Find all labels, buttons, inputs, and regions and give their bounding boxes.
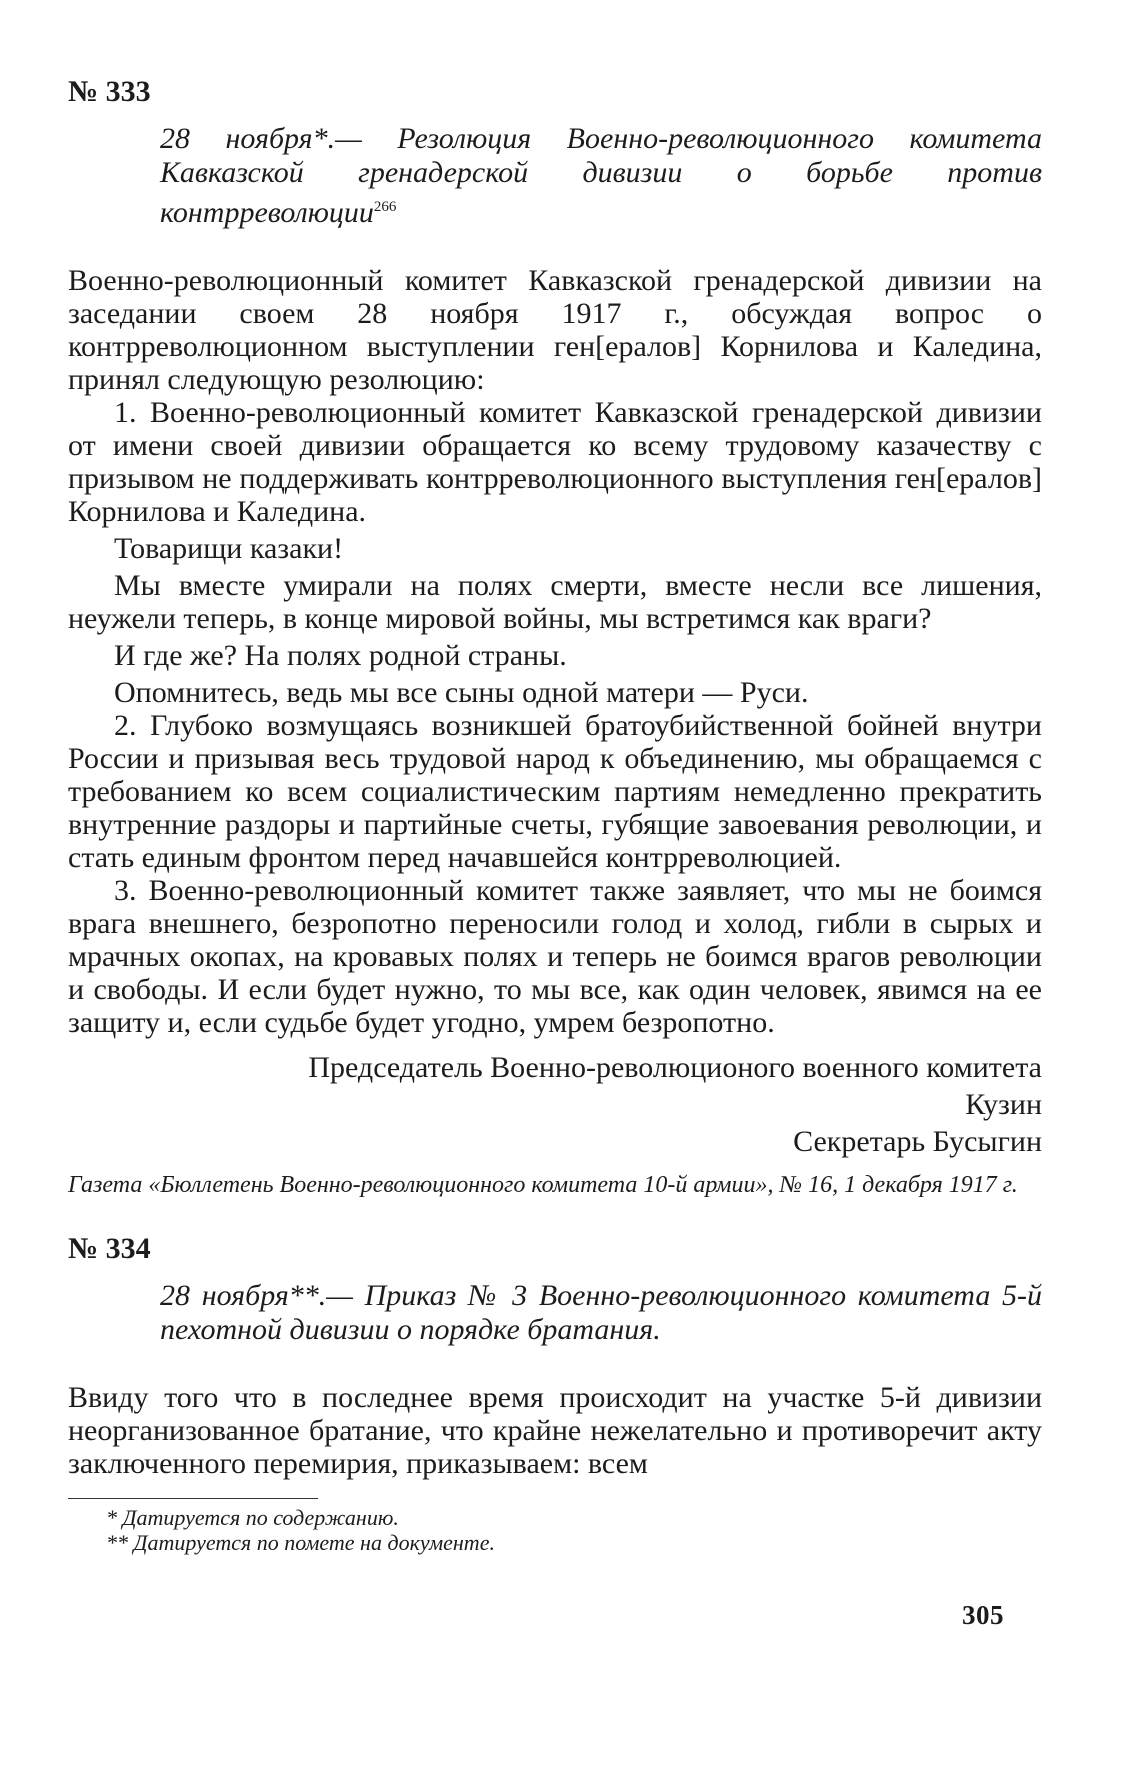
signature-secretary: Секретарь Бусыгин xyxy=(793,1125,1042,1158)
document-334-body xyxy=(68,1381,1042,1480)
document-334-heading: 28 ноября**.— Приказ № 3 Военно-революционного комитета 5-й пехотной дивизии о порядке братания. xyxy=(160,1279,1042,1346)
order-paragraph: Ввиду того что в последнее время происходит на участке 5-й дивизии неорганизованное братание, что крайне нежелательно и противоречит акту заключенного перемирия, приказываем: всем xyxy=(68,1381,1042,1480)
page-number: 305 xyxy=(962,1600,1004,1630)
appeal-greeting: Товарищи казаки! xyxy=(114,532,344,565)
document-333-heading-text: 28 ноября*.— Резолюция Военно-революционного комитета Кавказской гренадерской дивизии о борьбе против контрреволюции xyxy=(160,122,1042,229)
document-333-body xyxy=(68,264,1042,1039)
signature-block xyxy=(68,1049,1042,1160)
heading-note-ref: 266 xyxy=(373,199,397,215)
resolution-point-3: 3. Военно-революционный комитет также заявляет, что мы не боимся врага внешнего, безропотно переносили голод и холод, гибли в сырых и мрачных окопах, на кровавых полях и теперь не боимся врагов революции и свободы. И если будет нужно, то мы все, как один человек, явимся на ее защиту и, если судьбе будет угодно, умрем безропотно. xyxy=(68,874,1042,1039)
source-citation: Газета «Бюллетень Военно-революционного комитета 10-й армии», № 16, 1 декабря 1917 г. xyxy=(68,1172,1018,1198)
signature-chairman-name: Кузин xyxy=(965,1088,1042,1121)
footnote-divider xyxy=(68,1498,318,1499)
resolution-point-1: 1. Военно-революционный комитет Кавказской гренадерской дивизии от имени своей дивизии обращается ко всему трудовому казачеству с призывом не поддерживать контрреволюционного выступления ген[ералов] Корнилова и Каледина. xyxy=(68,396,1042,528)
appeal-paragraph-1: Мы вместе умирали на полях смерти, вместе несли все лишения, неужели теперь, в конце мировой войны, мы встретимся как враги? xyxy=(68,569,1042,635)
signature-chairman-title: Председатель Военно-революционого военного комитета xyxy=(308,1051,1042,1084)
document-number-334: № 334 xyxy=(68,1232,151,1265)
appeal-paragraph-3: Опомнитесь, ведь мы все сыны одной матери — Руси. xyxy=(114,676,809,709)
appeal-paragraph-2: И где же? На полях родной страны. xyxy=(114,639,567,672)
document-number-333: № 333 xyxy=(68,75,151,108)
intro-paragraph: Военно-революционный комитет Кавказской гренадерской дивизии на заседании своем 28 ноября 1917 г., обсуждая вопрос о контрреволюционном выступлении ген[ералов] Корнилова и Каледина, принял следующую резолюцию: xyxy=(68,264,1042,396)
resolution-point-2: 2. Глубоко возмущаясь возникшей братоубийственной бойней внутри России и призывая весь трудовой народ к объединению, мы обращаемся с требованием ко всем социалистическим партиям немедленно прекратить внутренние раздоры и партийные счеты, губящие завоевания революции, и стать единым фронтом перед начавшейся контрреволюцией. xyxy=(68,709,1042,874)
document-333-heading xyxy=(160,122,1042,230)
footnote-2: ** Датируется по помете на документе. xyxy=(106,1530,495,1555)
footnote-1: * Датируется по содержанию. xyxy=(106,1505,399,1530)
